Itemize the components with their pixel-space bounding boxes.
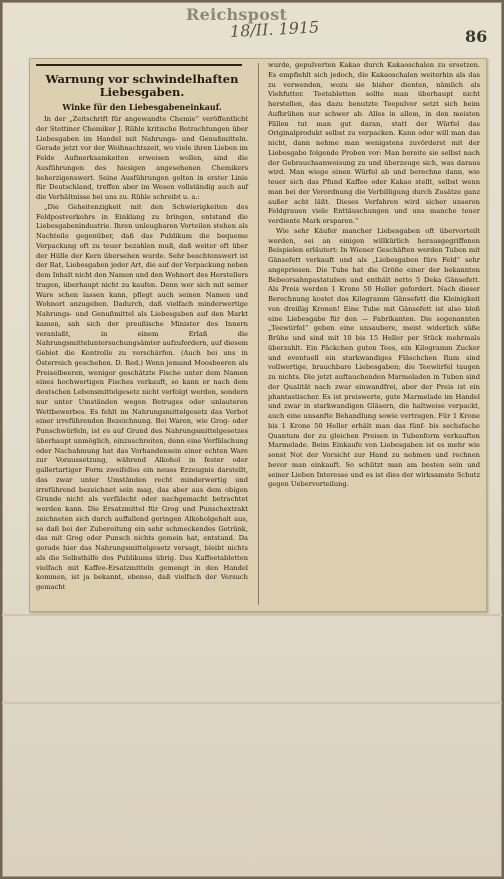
article-column-left (36, 67, 248, 593)
article-paragraph: „Die Geheitenzigkeit mit den Schwierigkeiten des Feldpostverkehrs in Einklang zu bringen, entstand die Liebesgabenindustrie. Ihren unleugbaren Vorteilen stehen als Nachteile gegenüber, daß das Publikum die bequeme Verpackung oft zu teuer bezahlen muß, daß weiter oft über der Hülle der Kern übersehen wurde. Sehr beachtenswert ist der Rat, Liebesgaben jeder Art, die auf der Verpackung neben dem Inhalt nicht den Namen und den Wohnort des Herstellers tragen, überhaupt nicht zu kaufen. Denn wer sich mit seiner Ware schen lassen kann, pflegt auch seinen Namen und Wohnort anzugeben. Dadurch, daß vielfach minderwertige Nahrungs- und Genußmittel als Liebesgaben auf den Markt kamen, sah sich der preußische Minister des Innern veranlaßt, in einem Erlaß die Nahrungsmitteluntersuchungsämter aufzufordern, auf diesem Gebiet die Kontrolle zu verschärfen. (Auch bei uns in Österreich geschehen. D. Red.) Wenn jemand Moosbeeren als Preiselbeeren, weniger geschätzte Fische unter dem Namen eines hochwertigen Fisches verkauft, so kann er nach dem deutschen Lebensmittelgesetz nicht verfolgt werden, sondern nur unter Umständen wegen Betruges oder unlauteren Wettbewerbes. Es fehlt im Nahrungsmittelgesetz das Verbot einer irreführenden Bezeichnung. Bei Waren, wie Grog- oder Punschwürfeln, ist es auf Grund des Nahrungsmittelgesetzes überhaupt unmöglich, einzuschreiten, denn eine Verfälschung oder Nachahmung hat das Vorhandensein einer echten Ware zur Voraussetzung, während Alkohol in fester oder gallertartiger Form zweifellos ein neues Erzeugnis darstellt, das zwar unter Umständen recht minderwertig und irreführend bezeichnet sein mag, das aber aus dem obigen Grunde nicht als verfälscht oder nachgemacht betrachtet werden kann. Die Ersatzmittel für Grog und Punschextrakt zeichneten sich durch auffallend geringen Alkoholgehalt aus, so daß bei der Zubereitung ein sehr schmeckendes Getränk, das mit Grog oder Punsch nichts gemein hat, entstand. Da gerade hier das Nahrungsmittelgesetz versagt, bleibt nichts als die Selbsthilfe des Publikums übrig. Das Kaffeetabletten vielfach mit Kaffee-Ersatzmitteln gemengt in den Handel kommen, ist ja bekannt, ebenso, daß vielfach der Versuch gemacht (36, 202, 248, 591)
article-column-right (268, 61, 480, 490)
newspaper-stamp: Reichspost (186, 5, 288, 24)
archive-sheet (2, 2, 502, 877)
article-paragraph: In der „Zeitschrift für angewandte Chemie“ veröffentlicht der Stettiner Chemiker J. Rühle kritische Betrachtungen über Liebesgaben im Handel mit Nahrungs- und Genußmitteln. Gerade jetzt vor der Weihnachtszeit, wo viele ihren Lieben im Felde Aufmerksamkeiten erweisen wollen, sind die Ausführungen des hiesigen angesehenen Chemikers beherzigenswert. Seine Ausführungen gelten in erster Linie für Deutschland, treffen aber im Wesen vollständig auch auf die Verhältnisse bei uns zu. Rühle schreibt u. a.: (36, 115, 248, 201)
sheet-fold-line (2, 614, 502, 616)
article-paragraph: wurde, gepulverten Kakao durch Kakaoschalen zu ersetzen. Es empfiehlt sich jedoch, die Kakaoschalen weiterhin als das zu verwenden, wozu sie bisher dienten, nämlich als Viehfutter. Teetabletten sollte man überhaupt nicht herstellen, das dazu benutzte Teepulver setzt sich beim Aufbrühen nur schwer ab. Alles in allem, in den meisten Fällen tut man gut daran, statt der Würfel das Originalprodukt selbst zu verpacken. Kann oder will man das nicht, dann nehme man wenigstens zuvörderst mit der Liebesgabe folgende Proben vor: Man bereite sie selbst nach der Gebrauchsanweisung zu und überzeuge sich, was daraus wird. Man wiege einen Würfel ab und berechne dann, wie teuer sich das Pfund Kaffee oder Kakao stellt, selbst wenn man bei der Verordnung die Verbilligung durch Zusätze ganz außer acht läßt. Dieses Verfahren wird sicher unseren Feldgrauen viele Enttäuschungen und uns manche teuer verdiente Mark ersparen.“ (268, 61, 480, 225)
headline-rule (36, 64, 242, 66)
sheet-fold-line (2, 702, 502, 704)
handwritten-date: 18/II. 1915 (229, 17, 320, 41)
article-paragraph: Wie sehr Käufer mancher Liebesgaben oft übervorteilt werden, sei an einigen willkürlich herausgegriffenen Beispielen erläutert: In Wiener Geschäften werden Tuben mit Gänsefett verkauft und als „Liebesgaben fürs Feld“ sehr angepriesen. Die Tube hat die Größe einer der bekannten Bebeorsahnpastatuben und enthält netto 5 Deka Gänsefett. Als Preis werden 1 Krone 50 Heller gefordert. Nach dieser Berechnung kostet das Kilogramm Gänsefett die Kleinigkeit von dreißig Kronen! Eine Tube mit Gänsefett ist also bloß eine Liebesgabe für den — Fabrikanten. Die sogenannten „Teewürfel“ geben eine unsaubere, meist widerlich süße Brühe und sind mit 10 bis 15 Heller per Stück mehrmals überzahlt. Ein Päckchen guten Tees, ein Kilogramm Zucker und eventuell ein starkwandiges Fläschchen Rum sind vollwertige, brauchbare Liebesgaben; die Teewürfel taugen zu nichts. Die jetzt auftauchenden Marmeladen in Tuben sind der Qualität nach zwar einwandfrei, aber der Preis ist ein phantastischer. Es ist preiswerte, gute Marmelade im Handel und zwar in starkwandigen Gläsern, die haltweise verpackt, auch eine unsanfte Behandlung sowie vertragen. Für 1 Krone bis 1 Krone 50 Heller erhält man das fünf- bis sechsfache Quantum der zu gleichen Preisen in Tubenform verkauften Marmelade. Beim Einkaufe von Liebesgaben ist es mehr wie sonst Not der Vorsicht zur Hand zu nehmen und rechnen bevor man einkauft. So schützt man am besten sein und seiner Lieben Interesse und es ist dies der wirksamste Schutz gegen Uebervorteilung. (268, 226, 480, 489)
article-subheadline: Winke für den Liebesgabeneinkauf. (62, 102, 222, 112)
article-headline: Warnung vor schwindelhaften Liebesgaben. (45, 72, 239, 99)
page-number: 86 (465, 27, 488, 46)
newspaper-clipping (29, 58, 487, 612)
column-divider (258, 63, 259, 605)
